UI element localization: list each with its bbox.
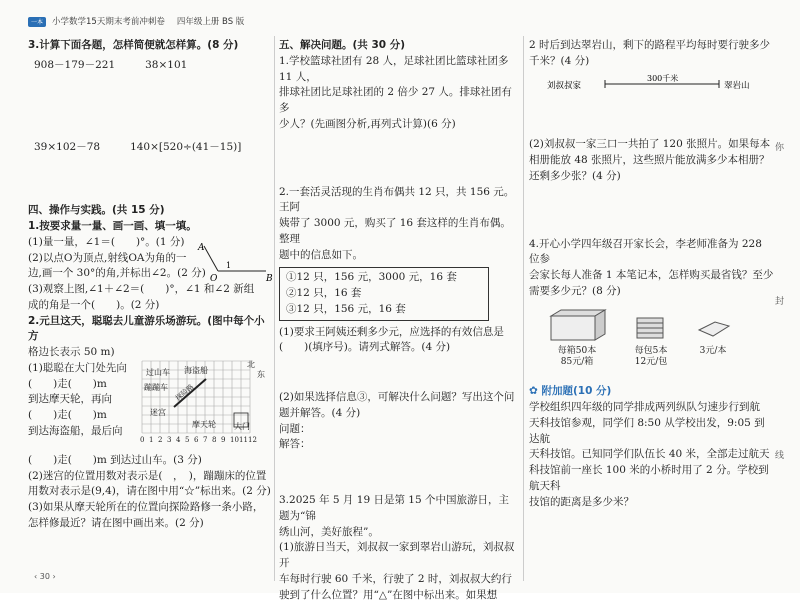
grid-tick-label: 3: [167, 436, 171, 444]
map-wheel: 摩天轮: [192, 419, 216, 429]
op-1-part-3: (3)观察上图,∠1＋∠2＝( )°，∠1 和∠2 新组: [28, 282, 273, 298]
column-divider: [274, 36, 275, 581]
angle-figure: [196, 241, 274, 281]
column-divider: [523, 36, 524, 581]
op-2-part-2: (2)迷宫的位置用数对表示是( ， )，蹦蹦床的位置: [28, 469, 273, 485]
cont-1: 2 时后到达翠岩山，剩下的路程平均每时要行驶多少: [529, 38, 774, 54]
book-title: 小学数学15天期末考前冲刺卷: [52, 16, 165, 29]
map-maze: 迷宫: [150, 407, 166, 417]
column-right: [529, 38, 774, 510]
op-2-part-2b: 用数对表示是(9,4)，请在图中用“☆”标出来。(2 分): [28, 484, 273, 500]
notebook-options: [547, 308, 774, 369]
grid-tick-label: 9: [221, 436, 225, 444]
question-4c: 需要多少元？(8 分): [529, 284, 774, 300]
grid-tick-label: 11: [239, 436, 248, 444]
solve-3: 3.2025 年 5 月 19 日是第 15 个中国旅游日，主题为“锦: [279, 493, 519, 525]
grid-tick-label: 12: [248, 436, 257, 444]
solve-2-part-1: (1)要求王阿姨还剩多少元，应选择的有效信息是: [279, 325, 519, 341]
op-1-part-1: (1)量一量，∠1＝( )°。(1 分): [28, 235, 273, 251]
map-gate: 大门: [234, 421, 250, 431]
road-to: 翠岩山: [724, 80, 750, 91]
calc-item: 38×101: [145, 58, 187, 74]
op-1-part-2b: 边,画一个 30°的角,并标出∠2。(2 分): [28, 266, 273, 282]
cont-2c: 还剩多少张？(4 分): [529, 169, 774, 185]
solve-1c: 少人？(先画图分析,再列式计算)(6 分): [279, 117, 519, 133]
answer-label: 解答：: [279, 437, 519, 453]
map-north: 北: [247, 359, 255, 369]
bonus-1b: 天科技馆参观，同学们 8:50 从学校出发，9:05 到达航: [529, 416, 774, 448]
solve-3-part-1c: 驶到了什么位置？用“△”在图中标出来。如果想: [279, 588, 519, 603]
road-from: 刘叔叔家: [547, 80, 582, 91]
question-4: 4.开心小学四年级召开家长会，李老师准备为 228 位参: [529, 237, 774, 269]
solve-2-part-2: (2)如果选择信息③，可解决什么问题？写出这个问: [279, 390, 519, 406]
binding-margin-text: 封: [775, 296, 784, 310]
bonus-title-text: 附加题(10 分): [541, 385, 611, 397]
info-box: [279, 267, 489, 320]
grid-tick-label: 4: [176, 436, 181, 444]
grid-tick-label: 5: [185, 436, 189, 444]
bonus-1e: 技馆的距离是多少米？: [529, 495, 774, 511]
road-diagram: [529, 72, 769, 98]
solve-2-part-1b: ( )(填序号)。请列式解答。(4 分): [279, 340, 519, 356]
cont-2b: 相册能放 48 张照片，这些照片能放满多少本相册？: [529, 153, 774, 169]
page-header: [28, 14, 244, 30]
angle-label-b: B: [265, 274, 273, 281]
op-2-part-1c: 到达摩天轮，再向: [28, 392, 136, 408]
question-4b: 会家长每人准备 1 本笔记本，怎样购买最省钱？至少: [529, 268, 774, 284]
map-bumper: 蹦蹦车: [144, 382, 168, 392]
pack-count: 每包5本: [633, 346, 669, 357]
grid-tick-label: 6: [194, 436, 199, 444]
pack-price: 12元/包: [633, 357, 669, 368]
op-2-part-1b: ( )走( )m: [28, 377, 136, 393]
angle-label-a: A: [197, 243, 205, 253]
option-box: [547, 308, 607, 369]
grid-tick-label: 8: [212, 436, 216, 444]
box-icon: [547, 308, 607, 342]
solve-3b: 绣山河，美好旅程”。: [279, 525, 519, 541]
solve-2: 2.一套活灵活现的生肖布偶共 12 只，共 156 元。王阿: [279, 185, 519, 217]
bonus-title: ✿ 附加题(10 分): [529, 384, 774, 400]
bonus-1d: 科技馆前一座长 100 米的小桥时用了 2 分。学校到航天科: [529, 463, 774, 495]
bonus-1c: 天科技馆。已知同学们队伍长 40 米，全部走过航天: [529, 447, 774, 463]
angle-label-1: 1: [226, 261, 231, 270]
solve-1: 1.学校篮球社团有 28 人，足球社团比篮球社团多 11 人，: [279, 54, 519, 86]
calc-item: 140×[520÷(41－15)]: [130, 140, 241, 156]
solve-2b: 姨带了 3000 元，购买了 16 套这样的生肖布偶。整理: [279, 216, 519, 248]
solve-2c: 题中的信息如下。: [279, 248, 519, 264]
map-explore-path: 探险路: [174, 382, 196, 402]
grid-tick-label: 10: [230, 436, 239, 444]
op-2-title: 2.元旦这天，聪聪去儿童游乐场游玩。(图中每个小方: [28, 314, 273, 346]
column-left: [28, 38, 273, 532]
question-3-title: 3.计算下面各题，怎样简便就怎样算。(8 分): [28, 38, 273, 54]
section-4-title: 四、操作与实践。(共 15 分): [28, 203, 273, 219]
bonus-1: 学校组织四年级的同学排成两列纵队匀速步行到航: [529, 400, 774, 416]
binding-margin-text: 你: [775, 142, 784, 156]
op-2-part-1e: 到达海盗船，最后向: [28, 424, 136, 440]
info-line-2: ③12 只，156 元，16 套: [286, 302, 482, 318]
park-grid-map: [134, 357, 274, 455]
op-1-part-3b: 成的角是一个( )。(2 分): [28, 298, 273, 314]
box-count: 每箱50本: [547, 346, 607, 357]
grid-tick-label: 2: [158, 436, 162, 444]
column-middle: [279, 38, 519, 603]
pack-icon: [633, 308, 669, 342]
page-footer: ‹ 30 ›: [34, 571, 56, 583]
op-1-part-2: (2)以点O为顶点,射线OA为角的一: [28, 251, 273, 267]
single-price: 3元/本: [695, 346, 731, 357]
op-2-part-1: (1)聪聪在大门处先向: [28, 361, 136, 377]
solve-3-part-1: (1)旅游日当天，刘叔叔一家到翠岩山游玩，刘叔叔开: [279, 540, 519, 572]
calc-item: 908－179－221: [34, 58, 115, 74]
calc-item: 39×102－78: [34, 140, 100, 156]
ask-label: 问题：: [279, 422, 519, 438]
op-2-part-3b: 怎样修最近？请在图中画出来。(2 分): [28, 516, 273, 532]
grade-label: 四年级上册 BS 版: [177, 16, 244, 29]
road-length: 300千米: [647, 73, 678, 83]
option-pack: [633, 308, 669, 369]
cont-1b: 千米？(4 分): [529, 54, 774, 70]
op-1-title: 1.按要求量一量、画一画、填一填。: [28, 219, 273, 235]
map-pirate: 海盗船: [184, 365, 208, 375]
solve-1b: 排球社团比足球社团的 2 倍少 27 人。排球社团有多: [279, 85, 519, 117]
box-price: 85元/箱: [547, 357, 607, 368]
info-line-1: ①12 只，156 元，3000 元，16 套 ②12 只，16 套: [286, 270, 482, 302]
map-east: 东: [257, 369, 265, 379]
grid-tick-label: 1: [149, 436, 153, 444]
grid-tick-label: 0: [140, 436, 144, 444]
map-coaster: 过山车: [146, 367, 170, 377]
op-2-part-1f: ( )走( )m 到达过山车。(3 分): [28, 453, 273, 469]
section-5-title: 五、解决问题。(共 30 分): [279, 38, 519, 54]
notebook-icon: [695, 308, 731, 342]
solve-2-part-2b: 题并解答。(4 分): [279, 406, 519, 422]
cont-2: (2)刘叔叔一家三口一共拍了 120 张照片。如果每本: [529, 137, 774, 153]
grid-tick-label: 7: [203, 436, 207, 444]
op-2-title-b: 格边长表示 50 m): [28, 345, 273, 361]
option-single: [695, 308, 731, 369]
angle-label-o: O: [210, 274, 218, 281]
binding-margin-text: 线: [775, 450, 784, 464]
op-2-part-3: (3)如果从摩天轮所在的位置向探险路修一条小路，: [28, 500, 273, 516]
brand-logo: 一本: [28, 17, 46, 27]
op-2-part-1d: ( )走( )m: [28, 408, 136, 424]
solve-3-part-1b: 车每时行驶 60 千米，行驶了 2 时，刘叔叔大约行: [279, 572, 519, 588]
page-number: 30: [40, 572, 50, 581]
